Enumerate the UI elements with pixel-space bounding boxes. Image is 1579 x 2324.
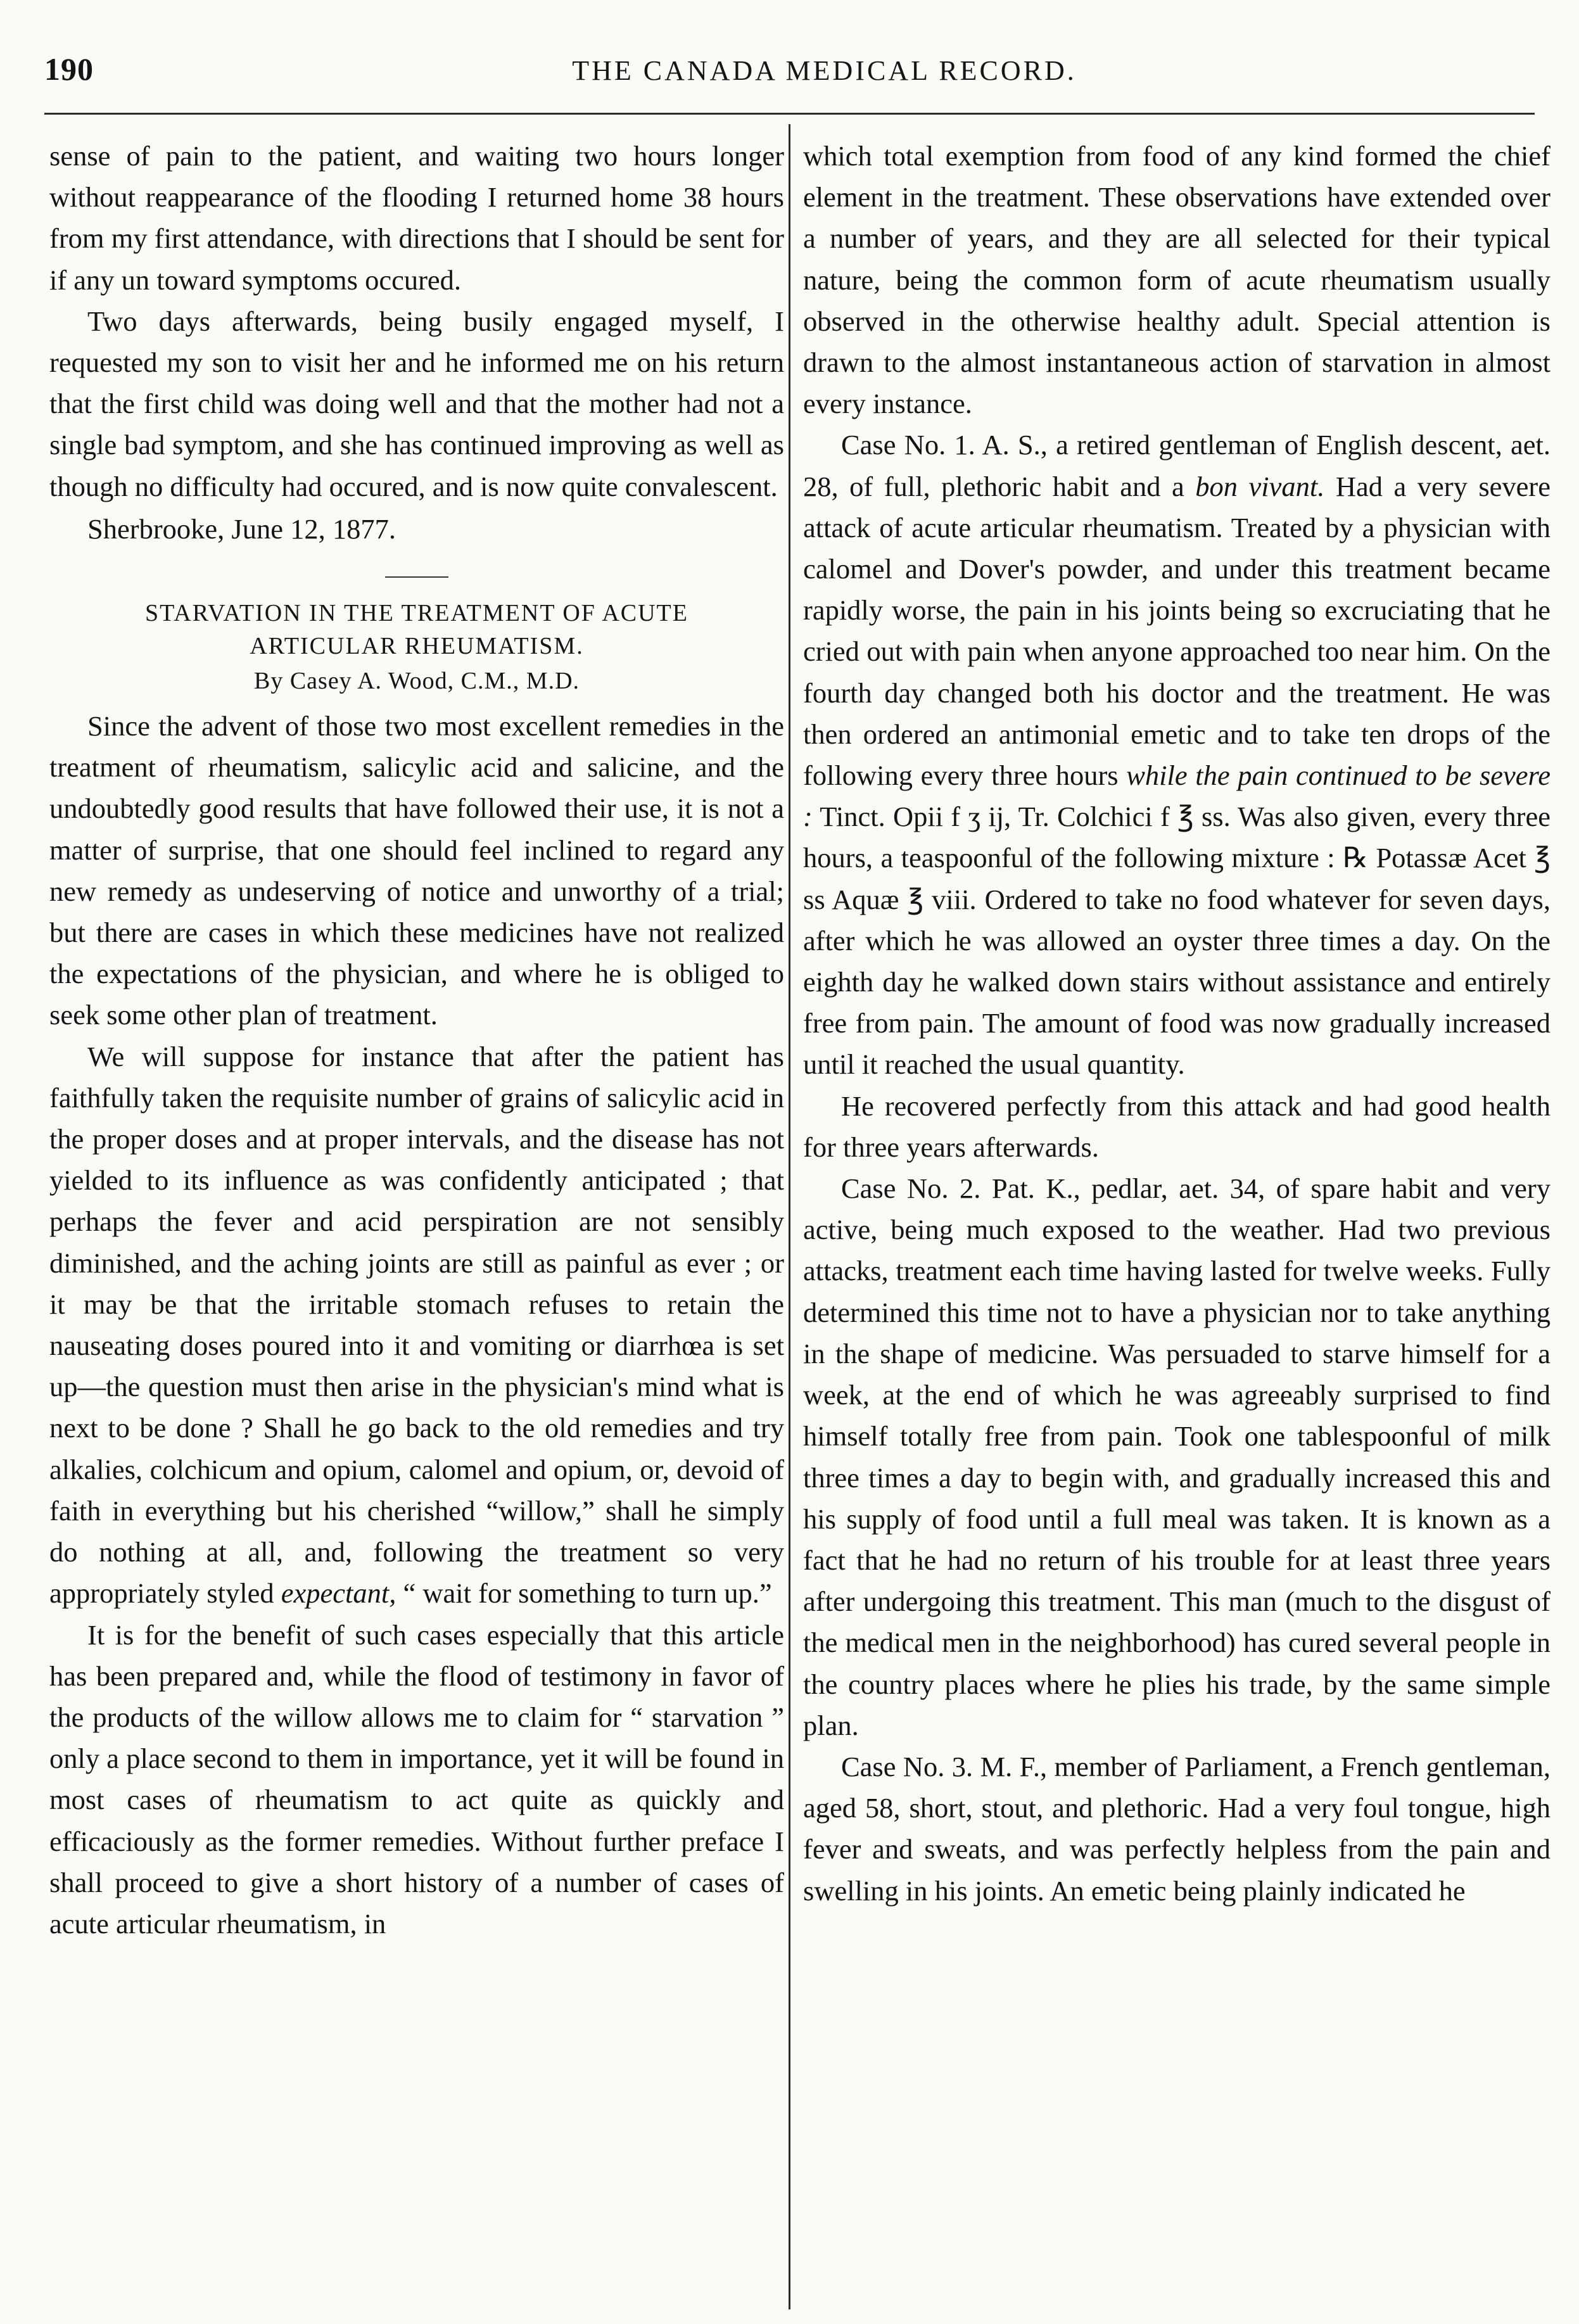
- paragraph-which: which total exemption from food of any kind formed the chief element in the treatment. These observations have extended over a number of years, and they are all selected for their typical nature, being the common form of acute rheumatism usually observed in the otherwise healthy adult. Special attention is drawn to the almost instantaneous action of starvation in almost every instance.: [803, 140, 1550, 420]
- paragraph-since: Since the advent of those two most excellent remedies in the treatment of rheumatism, salicylic acid and salicine, and the undoubtedly good results that have followed their use, it is not a matter of surprise, that one should feel inclined to regard any new remedy as undeserving of notice and unworthy of a trial; but there are cases in which these medicines have not realized the expectations of the physician, and where he is obliged to seek some other plan of treatment.: [49, 710, 784, 1031]
- case-three-paragraph: Case No. 3. M. F., member of Parliament, a French gentleman, aged 58, short, stout, and plethoric. Had a very foul tongue, high fever and sweats, and was perfectly helpless from the pain and swelling in his joints. An emetic being plainly indicated he: [803, 1750, 1550, 1907]
- journal-title: THE CANADA MEDICAL RECORD.: [572, 55, 1077, 86]
- case-one-paragraph: [803, 424, 1550, 1085]
- case-one-italic-condition: while the pain continued to be severe :: [803, 759, 1550, 833]
- case-one-text: Case No. 1. A. S., a retired gentleman of English descent, aet. 28, of full, plethoric habit and a: [803, 429, 1550, 502]
- article-byline: By Casey A. Wood, C.M., M.D.: [253, 668, 580, 695]
- paragraph-suppose-italic: expectant,: [281, 1577, 396, 1610]
- continued-paragraph: sense of pain to the patient, and waiting two hours longer without reappearance of the flooding I returned home 38 hours from my first attendance, with directions that I should be sent for if any un toward symptoms occured.: [49, 140, 784, 296]
- case-one-text-continued: Had a very severe attack of acute articular rheumatism. Treated by a physician with calomel and Dover's powder, and under this treatment became rapidly worse, the pain in his joints being so excruciating that he cried out with pain when anyone approached too near him. On the fourth day changed both his doctor and the treatment. He was then ordered an antimonial emetic and to take ten drops of the following every three hours: [803, 470, 1550, 792]
- paragraph-suppose-end: “ wait for something to turn up.”: [396, 1577, 772, 1610]
- page-header: [44, 51, 1528, 101]
- page-number: 190: [44, 51, 94, 87]
- column-divider: [789, 124, 790, 2309]
- left-column: [49, 136, 784, 1945]
- paragraph-suppose: [49, 1036, 784, 1615]
- article-title: STARVATION IN THE TREATMENT OF ACUTE ARTICULAR RHEUMATISM.: [145, 600, 688, 660]
- right-column: [803, 136, 1550, 1912]
- case-two-paragraph: Case No. 2. Pat. K., pedlar, aet. 34, of spare habit and very active, being much exposed to the weather. Had two previous attacks, treatment each time having lasted for twelve weeks. Fully determined this time not to have a physician nor to take anything in the shape of medicine. Was persuaded to starve himself for a week, at the end of which he was agreeably surprised to find himself totally free from pain. Took one tablespoonful of milk three times a day to begin with, and gradually increased this and his supply of food until a full meal was taken. It is known as a fact that he had no return of his trouble for at least three years after undergoing this treatment. This man (much to the disgust of the medical men in the neighborhood) has cured several people in the country places where he plies his trade, by the same simple plan.: [803, 1172, 1550, 1741]
- case-one-italic-bon-vivant: bon vivant.: [1195, 470, 1325, 502]
- header-rule: [44, 113, 1535, 115]
- case-one-text-end: Tinct. Opii f ʒ ij, Tr. Colchici f ℥ ss. Was also given, every three hours, a teaspoonful of the following mixture : ℞ Potassæ Acet ℥ ss Aquæ ℥ viii. Ordered to take no food whatever for seven days, after which he was allowed an oyster three times a day. On the eighth day he walked down stairs without assistance and entirely free from pain. The amount of food was now gradually increased until it reached the usual quantity.: [803, 801, 1550, 1081]
- dateline: Sherbrooke, June 12, 1877.: [87, 512, 396, 545]
- paragraph-two-days: Two days afterwards, being busily engaged myself, I requested my son to visit her and he informed me on his return that the first child was doing well and that the mother had not a single bad symptom, and she has continued improving as well as though no difficulty had occured, and is now quite convalescent.: [49, 305, 784, 502]
- paragraph-benefit: It is for the benefit of such cases especially that this article has been prepared and, while the flood of testimony in favor of the products of the willow allows me to claim for “ starvation ” only a place second to them in importance, yet it will be found in most cases of rheumatism to act quite as quickly and efficaciously as the former remedies. Without further preface I shall proceed to give a short history of a number of cases of acute articular rheumatism, in: [49, 1618, 784, 1940]
- paragraph-recovered: He recovered perfectly from this attack and had good health for three years afterwards.: [803, 1089, 1550, 1163]
- section-divider: [385, 576, 448, 578]
- paragraph-suppose-text: We will suppose for instance that after the patient has faithfully taken the requisite number of grains of salicylic acid in the proper doses and at proper intervals, and the disease has not yielded to its influence as was confidently anticipated ; that perhaps the fever and acid perspiration are not sensibly diminished, and the aching joints are still as painful as ever ; or it may be that the irritable stomach refuses to retain the nauseating doses poured into it and vomiting or diarrhœa is set up—the question must then arise in the physician's mind what is next to be done ? Shall he go back to the old remedies and try alkalies, colchicum and opium, calomel and opium, or, devoid of faith in everything but his cherished “willow,” shall he simply do nothing at all, and, following the treatment so very appropriately styled: [49, 1040, 784, 1610]
